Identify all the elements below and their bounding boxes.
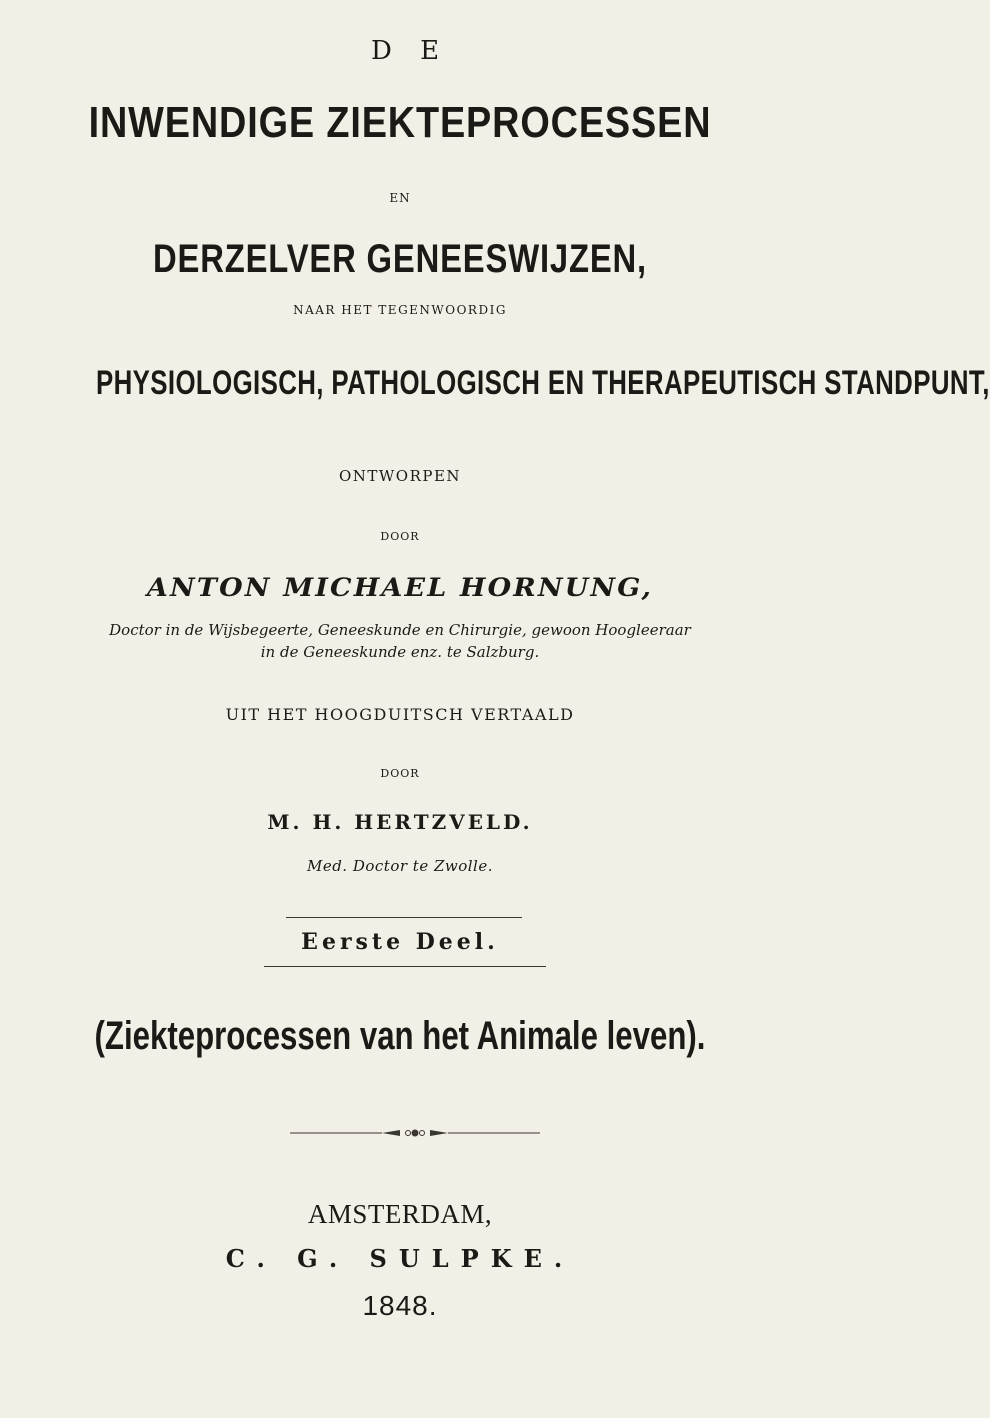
ornamental-divider (290, 1127, 540, 1139)
publication-year: 1848. (362, 1290, 438, 1321)
translation-note: UIT HET HOOGDUITSCH VERTAALD (225, 705, 575, 724)
publication-place: AMSTERDAM, (307, 1199, 493, 1229)
door-line-author: DOOR (380, 530, 420, 543)
door-line-translator: DOOR (380, 767, 420, 780)
author-affiliation-line-1: Doctor in de Wijsbegeerte, Geneeskunde en Chirurgie, gewoon Hoogleeraar (109, 621, 691, 639)
author-affiliation-line-2: in de Geneeskunde enz. te Salzburg. (260, 643, 540, 661)
main-title: INWENDIGE ZIEKTEPROCESSEN (88, 98, 712, 147)
ontworpen-line: ONTWORPEN (338, 467, 462, 485)
naar-line: NAAR HET TEGENWOORDIG (293, 303, 507, 317)
volume-rule-bottom (264, 966, 546, 967)
conjunction-en: EN (389, 191, 411, 205)
subtitle: (Ziekteprocessen van het Animale leven). (94, 1014, 706, 1058)
second-title: DERZELVER GENEESWIJZEN, (153, 237, 647, 281)
title-prefix: D E (370, 36, 450, 66)
author-name: ANTON MICHAEL HORNUNG, (146, 573, 654, 602)
publisher-name: C. G. SULPKE. (225, 1244, 575, 1273)
third-title: PHYSIOLOGISCH, PATHOLOGISCH EN THERAPEUTISCH STANDPUNT, (96, 364, 990, 402)
translator-name: M. H. HERTZVELD. (267, 810, 533, 834)
volume-rule-top (286, 917, 522, 918)
volume-label: Eerste Deel. (301, 929, 499, 955)
translator-affiliation: Med. Doctor te Zwolle. (306, 857, 494, 875)
